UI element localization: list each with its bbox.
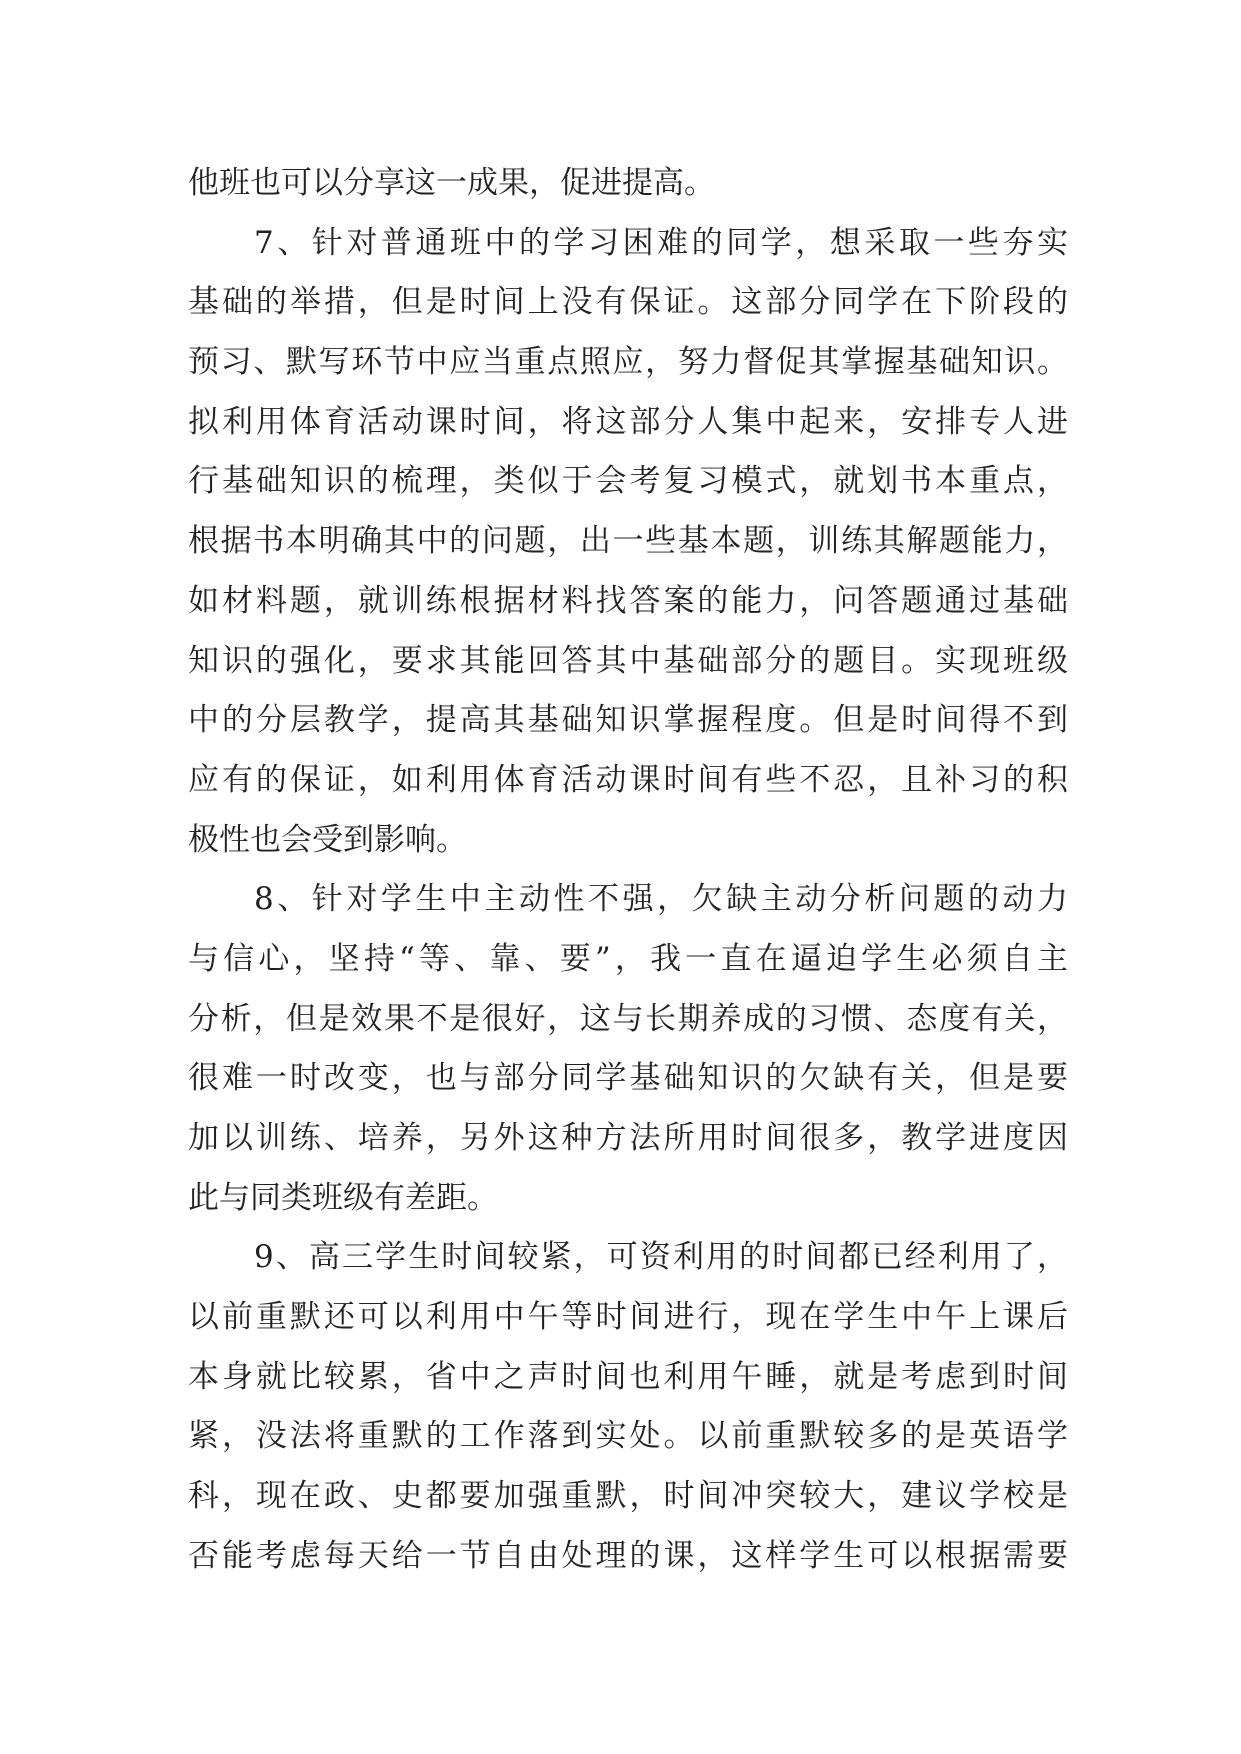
text-line: 9、高三学生时间较紧，可资利用的时间都已经利用了，	[254, 1239, 1068, 1276]
text-line: 以前重默还可以利用中午等时间进行，现在学生中午上课后	[188, 1299, 1068, 1336]
text-line: 如材料题，就训练根据材料找答案的能力，问答题通过基础	[188, 582, 1068, 619]
body-text	[188, 154, 1068, 1587]
text-line: 本身就比较累，省中之声时间也利用午睡，就是考虑到时间	[188, 1358, 1068, 1395]
text-line: 紧，没法将重默的工作落到实处。以前重默较多的是英语学	[188, 1418, 1068, 1455]
text-line: 加以训练、培养，另外这种方法所用时间很多，教学进度因	[188, 1120, 1068, 1156]
text-line: 很难一时改变，也与部分同学基础知识的欠缺有关，但是要	[188, 1060, 1068, 1097]
text-line: 行基础知识的梳理，类似于会考复习模式，就划书本重点，	[188, 463, 1068, 500]
text-line: 根据书本明确其中的问题，出一些基本题，训练其解题能力，	[188, 523, 1068, 560]
text-line: 预习、默写环节中应当重点照应，努力督促其掌握基础知识。	[188, 344, 1068, 381]
text-line: 拟利用体育活动课时间，将这部分人集中起来，安排专人进	[188, 403, 1068, 440]
text-line: 分析，但是效果不是很好，这与长期养成的习惯、态度有关，	[188, 1000, 1068, 1037]
text-line: 此与同类班级有差距。	[188, 1179, 498, 1216]
text-line: 8、针对学生中主动性不强，欠缺主动分析问题的动力	[254, 881, 1068, 918]
text-line: 极性也会受到影响。	[188, 821, 467, 858]
text-line: 与信心，坚持“等、靠、要”，我一直在逼迫学生必须自主	[188, 940, 1068, 977]
text-line: 基础的举措，但是时间上没有保证。这部分同学在下阶段的	[188, 284, 1068, 321]
text-line: 否能考虑每天给一节自由处理的课，这样学生可以根据需要	[188, 1537, 1068, 1574]
text-line: 科，现在政、史都要加强重默，时间冲突较大，建议学校是	[188, 1478, 1068, 1515]
text-line: 中的分层教学，提高其基础知识掌握程度。但是时间得不到	[188, 702, 1068, 739]
text-line: 他班也可以分享这一成果，促进提高。	[188, 165, 715, 201]
text-line: 应有的保证，如利用体育活动课时间有些不忍，且补习的积	[188, 761, 1068, 798]
text-line: 知识的强化，要求其能回答其中基础部分的题目。实现班级	[188, 642, 1068, 679]
text-line: 7、针对普通班中的学习困难的同学，想采取一些夯实	[254, 224, 1068, 261]
